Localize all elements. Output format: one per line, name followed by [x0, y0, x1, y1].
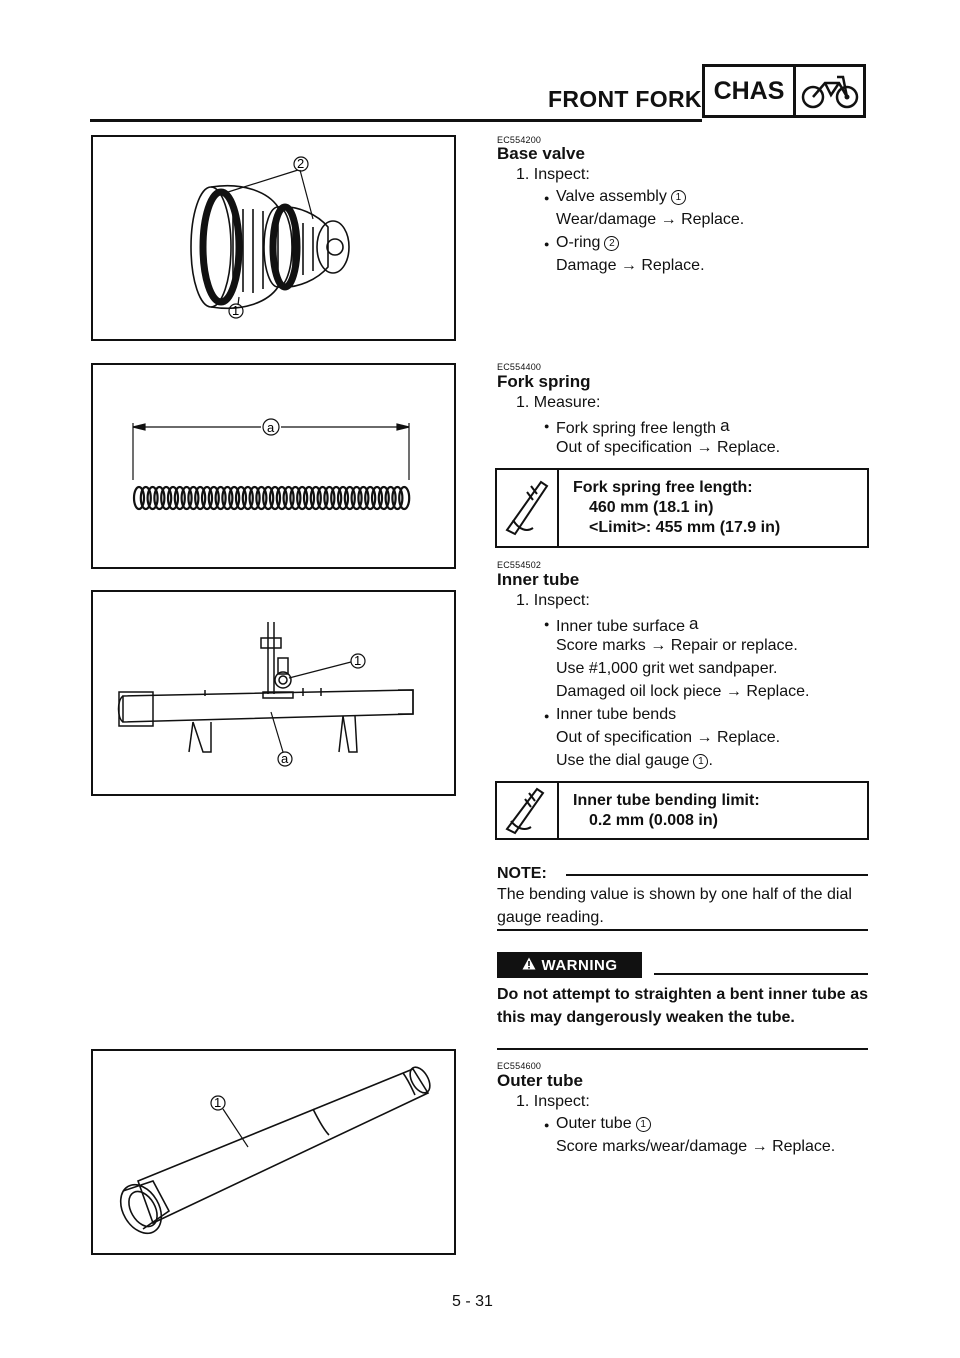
section-code: EC554502 — [497, 560, 542, 570]
figure-outer-tube — [91, 1049, 456, 1255]
note-heading: NOTE: — [497, 865, 547, 882]
figure-label: 1 — [354, 653, 362, 668]
page-number: 5 - 31 — [452, 1293, 493, 1310]
warning-rule — [654, 973, 868, 975]
bullet-item: ● O-ring 2 — [556, 234, 619, 252]
section-code: EC554400 — [497, 362, 542, 372]
bullet-item: ● Fork spring free length a — [556, 416, 730, 438]
figure-fork-spring — [91, 363, 456, 569]
spec-box-inner-tube — [495, 781, 869, 840]
note-rule — [566, 874, 868, 876]
section-code: EC554200 — [497, 135, 542, 145]
step-label: 1. Inspect: — [516, 166, 590, 183]
step-label: 1. Measure: — [516, 394, 601, 411]
figure-label: a — [281, 751, 289, 766]
page-title: FRONT FORK — [548, 86, 702, 112]
caliper-icon — [497, 470, 559, 546]
note-end-rule — [497, 929, 868, 931]
section-label: CHAS — [705, 67, 796, 115]
detail-line: Use the dial gauge 1 . — [556, 752, 713, 769]
section-title-fork-spring: Fork spring — [497, 372, 591, 391]
figure-base-valve — [91, 135, 456, 341]
spec-text: Inner tube bending limit: 0.2 mm (0.008 in) — [573, 792, 760, 829]
warning-text: Do not attempt to straighten a bent inner tube as this may dangerously weaken the tube. — [497, 986, 868, 1026]
warning-badge: WARNING — [497, 952, 642, 978]
bullet-item: ● Outer tube 1 — [556, 1115, 651, 1133]
detail-line: Use #1,000 grit wet sandpaper. — [556, 660, 778, 677]
detail-line: Damaged oil lock piece → Replace. — [556, 683, 810, 700]
motorcycle-icon — [796, 67, 863, 115]
detail-line: Score marks/wear/damage → Replace. — [556, 1138, 836, 1155]
warning-icon — [522, 957, 536, 974]
bullet-item: ● Inner tube bends — [556, 706, 676, 724]
section-tab — [702, 64, 866, 118]
figure-label: 1 — [232, 303, 240, 318]
detail-line: Score marks → Repair or replace. — [556, 637, 798, 654]
bullet-item: ● Inner tube surface a — [556, 614, 698, 636]
bullet-item: ● Valve assembly 1 — [556, 188, 686, 206]
caliper-icon — [497, 783, 559, 838]
detail-line: Damage → Replace. — [556, 257, 705, 274]
detail-line: Wear/damage → Replace. — [556, 211, 745, 228]
header-rule — [90, 119, 702, 122]
section-title-outer-tube: Outer tube — [497, 1071, 583, 1090]
detail-line: Out of specification → Replace. — [556, 729, 781, 746]
figure-label: 2 — [297, 156, 305, 171]
step-label: 1. Inspect: — [516, 1093, 590, 1110]
figure-label: 1 — [214, 1095, 222, 1110]
section-code: EC554600 — [497, 1061, 542, 1071]
section-title-inner-tube: Inner tube — [497, 570, 580, 589]
spec-text: Fork spring free length: 460 mm (18.1 in) <Limit>: 455 mm (17.9 in) — [573, 479, 781, 536]
warning-end-rule — [497, 1048, 868, 1050]
figure-label: a — [267, 420, 275, 435]
step-label: 1. Inspect: — [516, 592, 590, 609]
spec-box-fork-spring — [495, 468, 869, 548]
section-title-base-valve: Base valve — [497, 144, 585, 163]
note-text: The bending value is shown by one half of the dial gauge reading. — [497, 886, 852, 926]
spring-coil — [399, 487, 409, 509]
detail-line: Out of specification → Replace. — [556, 439, 781, 456]
figure-inner-tube — [91, 590, 456, 796]
